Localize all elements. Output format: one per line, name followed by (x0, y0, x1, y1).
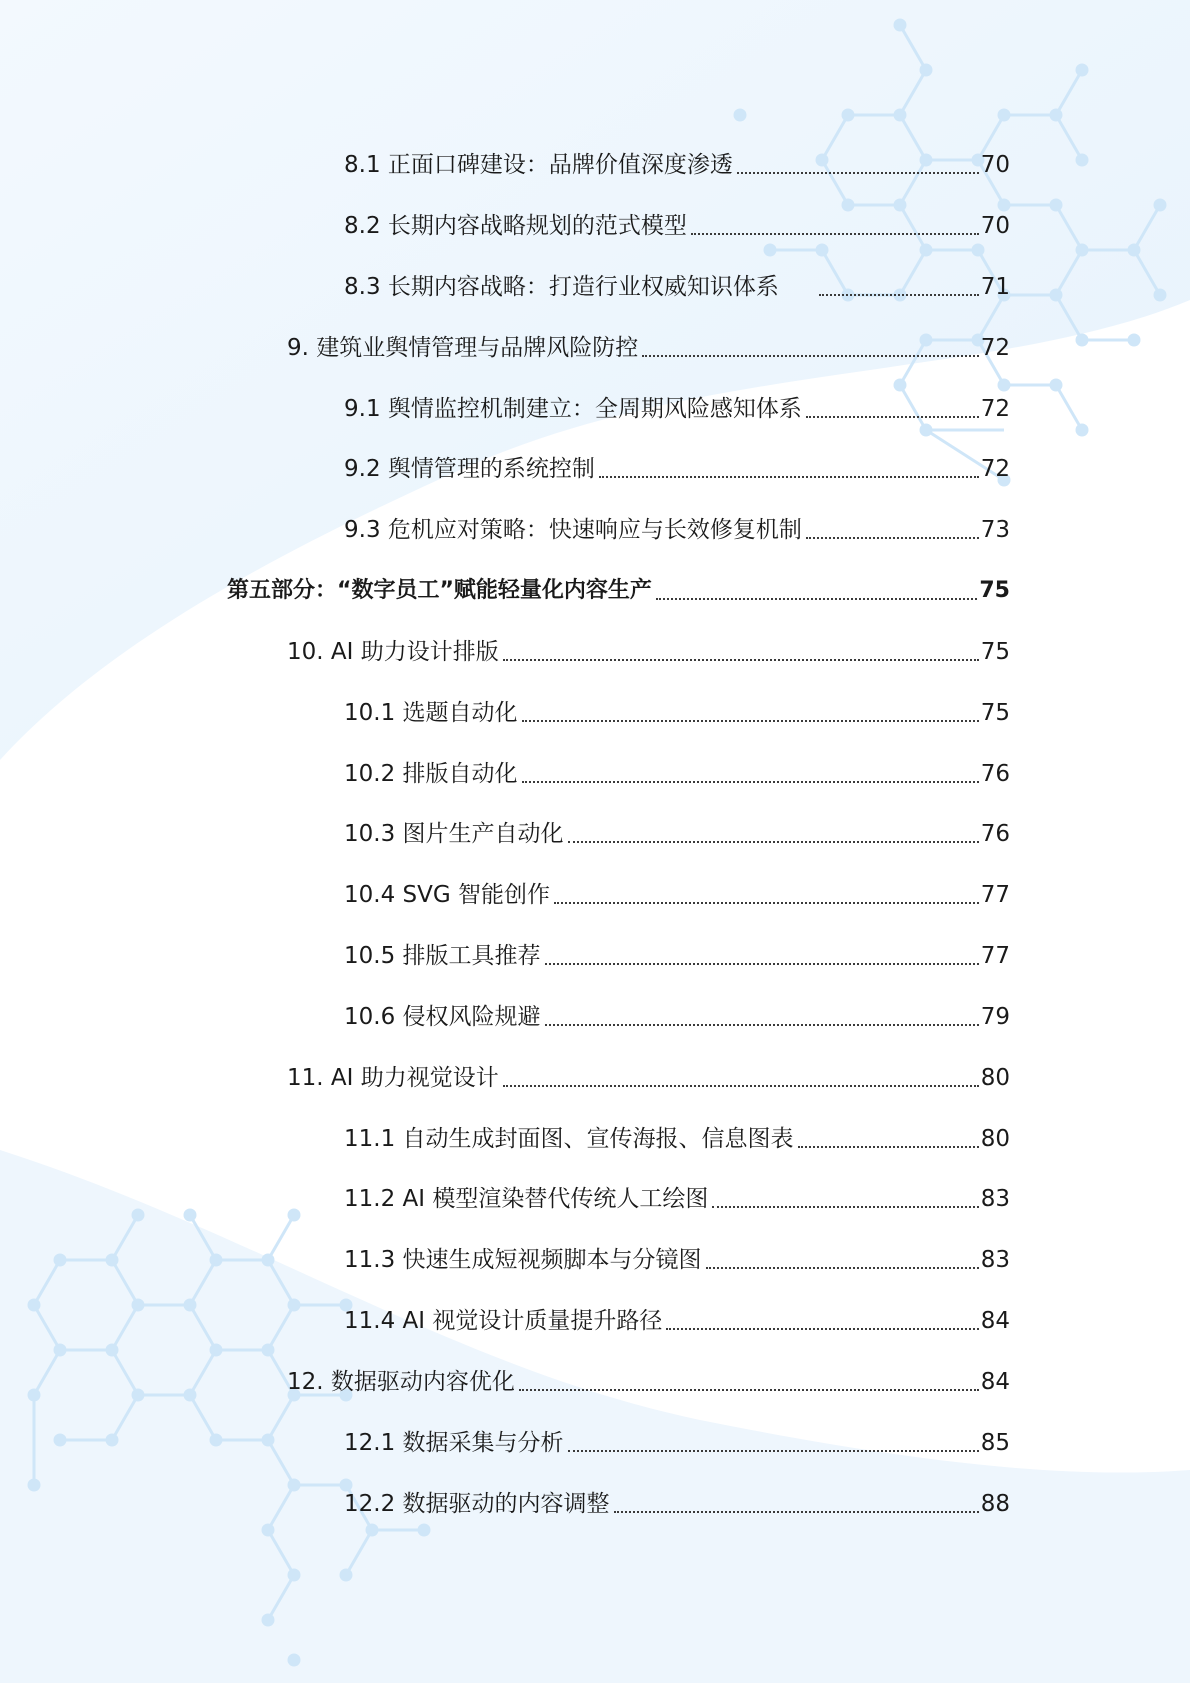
toc-entry-title: 10.4 SVG 智能创作 (344, 882, 550, 908)
toc-leader-dots (737, 172, 979, 174)
toc-page-number: 76 (980, 821, 1010, 847)
toc-leader-dots (614, 1511, 979, 1513)
toc-entry-part-5[interactable] (227, 573, 1010, 609)
toc-page-number: 75 (979, 578, 1010, 603)
toc-entry-12-2[interactable] (344, 1486, 1010, 1522)
toc-page-number: 76 (980, 761, 1010, 787)
toc-entry-title: 8.3 长期内容战略：打造行业权威知识体系 (344, 274, 779, 300)
toc-entry-title: 9.2 舆情管理的系统控制 (344, 456, 595, 482)
toc-entry-9-1[interactable] (344, 391, 1010, 427)
toc-leader-dots (599, 476, 979, 478)
toc-entry-title: 9. 建筑业舆情管理与品牌风险防控 (287, 335, 639, 361)
toc-page-number: 70 (980, 213, 1010, 239)
toc-leader-dots (503, 1085, 979, 1087)
toc-entry-8-1[interactable] (344, 147, 1010, 183)
toc-page-number: 85 (980, 1430, 1010, 1456)
toc-entry-10-1[interactable] (344, 695, 1010, 731)
toc-page-number: 72 (980, 396, 1010, 422)
toc-entry-title: 9.3 危机应对策略：快速响应与长效修复机制 (344, 517, 802, 543)
toc-leader-dots (656, 598, 977, 600)
toc-leader-dots (798, 1146, 979, 1148)
toc-leader-dots (545, 963, 979, 965)
toc-entry-title: 第五部分：“数字员工”赋能轻量化内容生产 (227, 578, 652, 603)
toc-entry-title: 11.1 自动生成封面图、宣传海报、信息图表 (344, 1126, 794, 1152)
toc-entry-title: 10.6 侵权风险规避 (344, 1004, 541, 1030)
toc-page-number: 77 (980, 943, 1010, 969)
toc-entry-10-2[interactable] (344, 756, 1010, 792)
toc-leader-dots (712, 1206, 978, 1208)
toc-leader-dots (642, 355, 978, 357)
toc-page-number: 84 (980, 1308, 1010, 1334)
toc-entry-10-3[interactable] (344, 816, 1010, 852)
toc-page-number: 72 (980, 456, 1010, 482)
toc-entry-12[interactable] (287, 1364, 1010, 1400)
toc-page-number: 80 (980, 1126, 1010, 1152)
toc-page-number: 71 (980, 274, 1010, 300)
toc-page-number: 75 (980, 639, 1010, 665)
toc-leader-dots (522, 781, 979, 783)
toc-page-number: 83 (980, 1247, 1010, 1273)
toc-entry-title: 11.2 AI 模型渲染替代传统人工绘图 (344, 1186, 709, 1212)
toc-page-number: 80 (980, 1065, 1010, 1091)
toc-page-number: 84 (980, 1369, 1010, 1395)
toc-leader-dots (691, 233, 979, 235)
toc-entry-9-2[interactable] (344, 451, 1010, 487)
toc-leader-dots (806, 537, 979, 539)
toc-entry-title: 11. AI 助力视觉设计 (287, 1065, 499, 1091)
toc-entry-8-2[interactable] (344, 208, 1010, 244)
toc-entry-9[interactable] (287, 330, 1010, 366)
toc-entry-title: 11.3 快速生成短视频脚本与分镜图 (344, 1247, 702, 1273)
toc-entry-title: 10.3 图片生产自动化 (344, 821, 564, 847)
toc-entry-10-4[interactable] (344, 877, 1010, 913)
toc-entry-title: 10.5 排版工具推荐 (344, 943, 541, 969)
toc-entry-title: 9.1 舆情监控机制建立：全周期风险感知体系 (344, 396, 802, 422)
toc-page-number: 79 (980, 1004, 1010, 1030)
toc-entry-11-1[interactable] (344, 1121, 1010, 1157)
toc-page-number: 72 (980, 335, 1010, 361)
toc-page-number: 88 (980, 1491, 1010, 1517)
toc-page-number: 75 (980, 700, 1010, 726)
toc-entry-9-3[interactable] (344, 512, 1010, 548)
toc-page-number: 73 (980, 517, 1010, 543)
toc-entry-11[interactable] (287, 1060, 1010, 1096)
toc-leader-dots (519, 1389, 979, 1391)
toc-entry-title: 12.2 数据驱动的内容调整 (344, 1491, 610, 1517)
toc-leader-dots (545, 1024, 979, 1026)
toc-entry-11-2[interactable] (344, 1181, 1010, 1217)
toc-leader-dots (554, 902, 979, 904)
wave-shape-bottom (0, 1150, 1190, 1683)
toc-entry-11-3[interactable] (344, 1242, 1010, 1278)
toc-entry-11-4[interactable] (344, 1303, 1010, 1339)
toc-page-number: 70 (980, 152, 1010, 178)
toc-entry-12-1[interactable] (344, 1425, 1010, 1461)
toc-page-number: 77 (980, 882, 1010, 908)
toc-entry-title: 12.1 数据采集与分析 (344, 1430, 564, 1456)
toc-leader-dots (522, 720, 979, 722)
toc-entry-title: 12. 数据驱动内容优化 (287, 1369, 515, 1395)
toc-page-number: 83 (980, 1186, 1010, 1212)
toc-entry-title: 10.1 选题自动化 (344, 700, 518, 726)
toc-leader-dots (819, 294, 979, 296)
toc-entry-title: 8.2 长期内容战略规划的范式模型 (344, 213, 687, 239)
toc-leader-dots (706, 1267, 979, 1269)
toc-entry-title: 8.1 正面口碑建设：品牌价值深度渗透 (344, 152, 733, 178)
toc-entry-title: 10.2 排版自动化 (344, 761, 518, 787)
toc-leader-dots (568, 1450, 979, 1452)
toc-leader-dots (666, 1328, 978, 1330)
toc-entry-10-6[interactable] (344, 999, 1010, 1035)
toc-entry-title: 10. AI 助力设计排版 (287, 639, 499, 665)
toc-leader-dots (806, 416, 979, 418)
toc-entry-title: 11.4 AI 视觉设计质量提升路径 (344, 1308, 663, 1334)
toc-leader-dots (503, 659, 979, 661)
toc-entry-10[interactable] (287, 634, 1010, 670)
toc-entry-8-3[interactable] (344, 269, 1010, 305)
toc-leader-dots (568, 841, 979, 843)
toc-entry-10-5[interactable] (344, 938, 1010, 974)
